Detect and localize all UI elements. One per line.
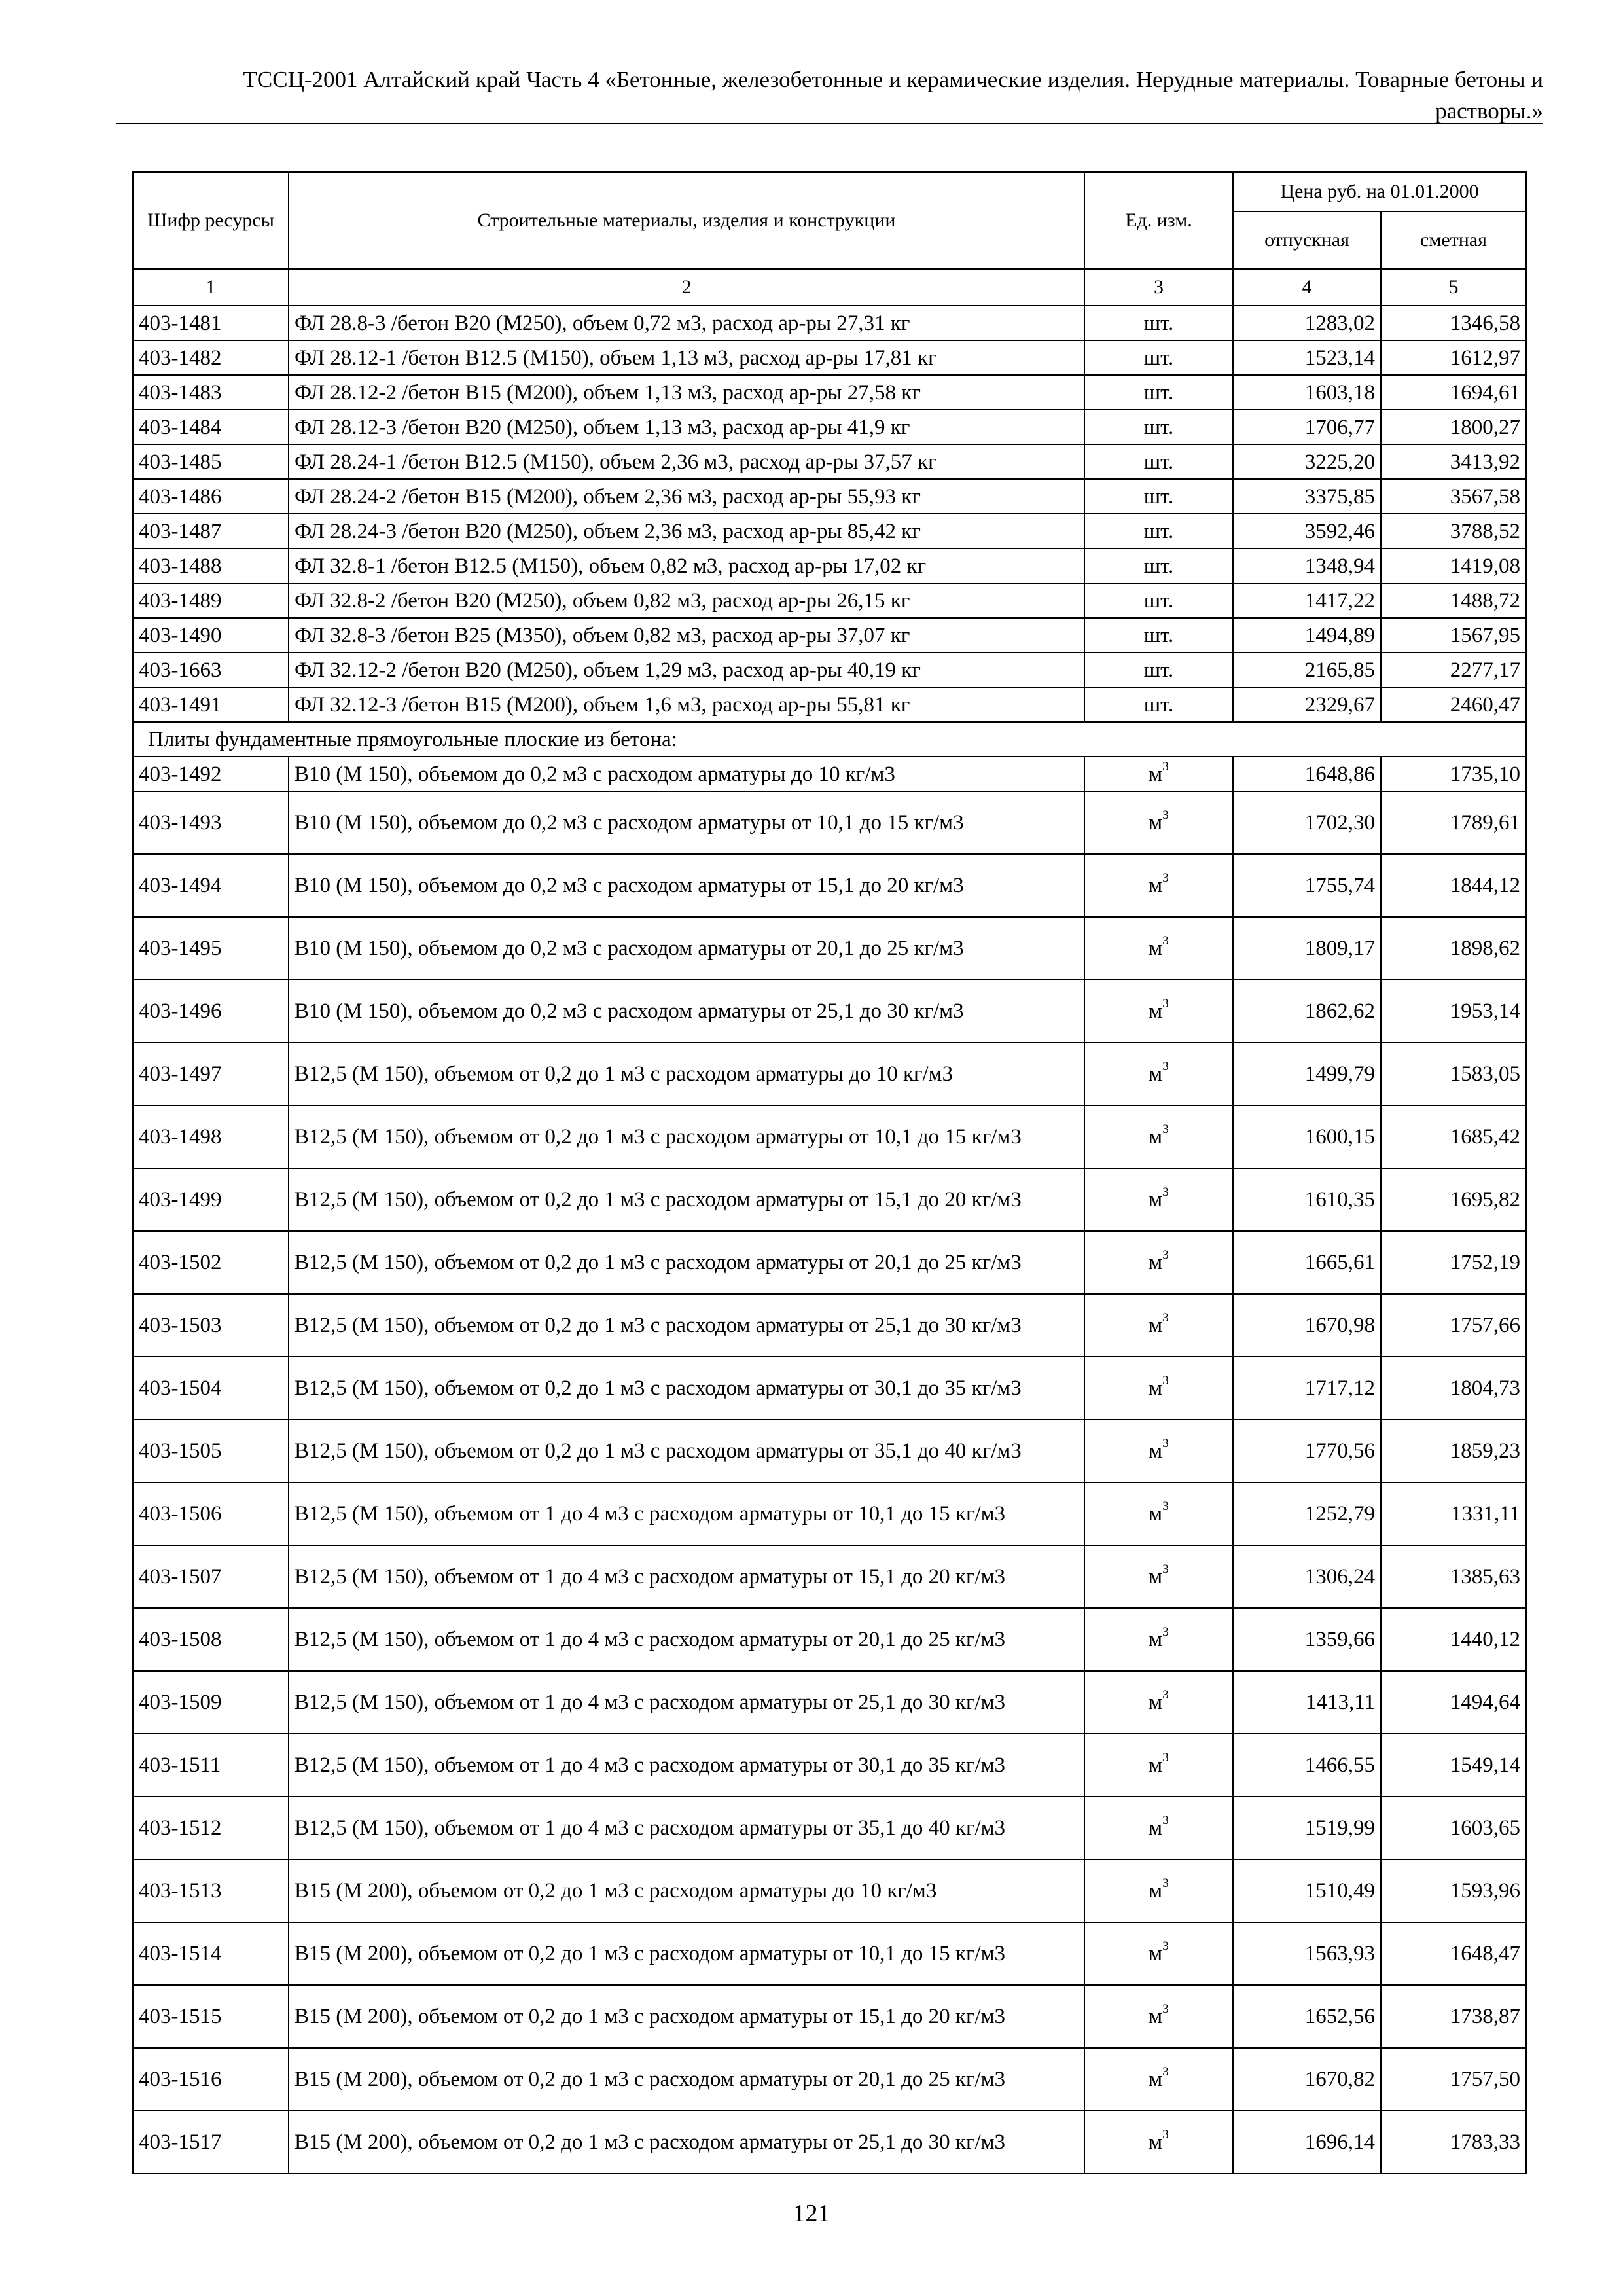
price-release: 1252,79 [1233, 1482, 1381, 1545]
material-name: В12,5 (М 150), объемом от 1 до 4 м3 с расходом арматуры от 25,1 до 30 кг/м3 [289, 1671, 1084, 1734]
price-release: 1523,14 [1233, 340, 1381, 375]
resource-code: 403-1506 [133, 1482, 289, 1545]
table-row [133, 1608, 1526, 1671]
table-row [133, 618, 1526, 653]
material-name: В10 (М 150), объемом до 0,2 м3 с расходом арматуры от 10,1 до 15 кг/м3 [289, 791, 1084, 854]
resource-code: 403-1504 [133, 1357, 289, 1420]
unit-cell: шт. [1084, 548, 1233, 583]
price-estimate: 1757,50 [1381, 2048, 1526, 2111]
price-estimate: 1549,14 [1381, 1734, 1526, 1797]
unit-cell: шт. [1084, 479, 1233, 514]
material-name: В12,5 (М 150), объемом от 0,2 до 1 м3 с расходом арматуры от 30,1 до 35 кг/м3 [289, 1357, 1084, 1420]
price-estimate: 2277,17 [1381, 653, 1526, 687]
unit-cell: $м^3$ [1084, 980, 1233, 1043]
price-estimate: 1648,47 [1381, 1922, 1526, 1985]
unit-cell: $м^3$ [1084, 1294, 1233, 1357]
price-estimate: 1488,72 [1381, 583, 1526, 618]
material-name: В10 (М 150), объемом до 0,2 м3 с расходом арматуры от 25,1 до 30 кг/м3 [289, 980, 1084, 1043]
resource-code: 403-1492 [133, 757, 289, 791]
price-estimate: 3788,52 [1381, 514, 1526, 548]
resource-code: 403-1512 [133, 1797, 289, 1859]
price-estimate: 3567,58 [1381, 479, 1526, 514]
table-row [133, 1482, 1526, 1545]
table-row [133, 1168, 1526, 1231]
table-row [133, 479, 1526, 514]
unit-cell: шт. [1084, 444, 1233, 479]
material-name: ФЛ 32.12-3 /бетон В15 (М200), объем 1,6 м3, расход ар-ры 55,81 кг [289, 687, 1084, 722]
table-row [133, 653, 1526, 687]
price-estimate: 1735,10 [1381, 757, 1526, 791]
price-estimate: 1694,61 [1381, 375, 1526, 410]
price-estimate: 1695,82 [1381, 1168, 1526, 1231]
page-header [116, 64, 1543, 127]
price-estimate: 1738,87 [1381, 1985, 1526, 2048]
material-name: ФЛ 28.12-2 /бетон В15 (М200), объем 1,13 м3, расход ар-ры 27,58 кг [289, 375, 1084, 410]
table-row [133, 1357, 1526, 1420]
price-release: 1706,77 [1233, 410, 1381, 444]
resource-code: 403-1489 [133, 583, 289, 618]
table-row [133, 687, 1526, 722]
resource-code: 403-1509 [133, 1671, 289, 1734]
material-name: ФЛ 32.8-2 /бетон В20 (М250), объем 0,82 м3, расход ар-ры 26,15 кг [289, 583, 1084, 618]
price-release: 1417,22 [1233, 583, 1381, 618]
unit-cell: $м^3$ [1084, 1545, 1233, 1608]
material-name: ФЛ 32.12-2 /бетон В20 (М250), объем 1,29 м3, расход ар-ры 40,19 кг [289, 653, 1084, 687]
table-row [133, 757, 1526, 791]
price-release: 1862,62 [1233, 980, 1381, 1043]
table-head [133, 172, 1526, 306]
price-release: 1413,11 [1233, 1671, 1381, 1734]
resource-code: 403-1503 [133, 1294, 289, 1357]
unit-cell: $м^3$ [1084, 854, 1233, 917]
material-name: ФЛ 28.24-2 /бетон В15 (М200), объем 2,36 м3, расход ар-ры 55,93 кг [289, 479, 1084, 514]
price-release: 1717,12 [1233, 1357, 1381, 1420]
table-row [133, 1231, 1526, 1294]
table-body [133, 306, 1526, 2174]
material-name: В12,5 (М 150), объемом от 0,2 до 1 м3 с расходом арматуры от 15,1 до 20 кг/м3 [289, 1168, 1084, 1231]
material-name: ФЛ 28.24-3 /бетон В20 (М250), объем 2,36 м3, расход ар-ры 85,42 кг [289, 514, 1084, 548]
unit-cell: $м^3$ [1084, 1105, 1233, 1168]
price-release: 1809,17 [1233, 917, 1381, 980]
table-row [133, 1922, 1526, 1985]
unit-cell: шт. [1084, 618, 1233, 653]
material-name: ФЛ 28.12-1 /бетон В12.5 (М150), объем 1,13 м3, расход ар-ры 17,81 кг [289, 340, 1084, 375]
page-number: 121 [793, 2200, 830, 2227]
price-release: 1494,89 [1233, 618, 1381, 653]
price-estimate: 1752,19 [1381, 1231, 1526, 1294]
price-estimate: 1593,96 [1381, 1859, 1526, 1922]
price-release: 3225,20 [1233, 444, 1381, 479]
col-header-estimate: сметная [1381, 211, 1526, 269]
unit-cell: шт. [1084, 687, 1233, 722]
resource-code: 403-1487 [133, 514, 289, 548]
resource-code: 403-1507 [133, 1545, 289, 1608]
price-estimate: 1346,58 [1381, 306, 1526, 340]
material-name: ФЛ 32.8-1 /бетон В12.5 (М150), объем 0,82 м3, расход ар-ры 17,02 кг [289, 548, 1084, 583]
price-estimate: 1898,62 [1381, 917, 1526, 980]
table-row [133, 1420, 1526, 1482]
material-name: В12,5 (М 150), объемом от 0,2 до 1 м3 с расходом арматуры до 10 кг/м3 [289, 1043, 1084, 1105]
price-estimate: 1859,23 [1381, 1420, 1526, 1482]
col-header-code: Шифр ресурсы [133, 172, 289, 269]
price-release: 3592,46 [1233, 514, 1381, 548]
unit-cell: $м^3$ [1084, 1231, 1233, 1294]
table-row [133, 791, 1526, 854]
material-name: В12,5 (М 150), объемом от 1 до 4 м3 с расходом арматуры от 15,1 до 20 кг/м3 [289, 1545, 1084, 1608]
column-number: 2 [289, 269, 1084, 306]
material-name: В10 (М 150), объемом до 0,2 м3 с расходом арматуры от 20,1 до 25 кг/м3 [289, 917, 1084, 980]
col-header-unit: Ед. изм. [1084, 172, 1233, 269]
price-estimate: 1331,11 [1381, 1482, 1526, 1545]
price-release: 2329,67 [1233, 687, 1381, 722]
price-release: 1670,98 [1233, 1294, 1381, 1357]
col-header-price: Цена руб. на 01.01.2000 [1233, 172, 1526, 211]
price-release: 1610,35 [1233, 1168, 1381, 1231]
resource-code: 403-1663 [133, 653, 289, 687]
material-name: В10 (М 150), объемом до 0,2 м3 с расходом арматуры до 10 кг/м3 [289, 757, 1084, 791]
table-row [133, 1105, 1526, 1168]
price-estimate: 1783,33 [1381, 2111, 1526, 2174]
price-release: 1466,55 [1233, 1734, 1381, 1797]
header-rule [116, 123, 1543, 124]
resource-code: 403-1483 [133, 375, 289, 410]
resource-code: 403-1508 [133, 1608, 289, 1671]
material-name: В12,5 (М 150), объемом от 0,2 до 1 м3 с расходом арматуры от 10,1 до 15 кг/м3 [289, 1105, 1084, 1168]
table-row [133, 2048, 1526, 2111]
price-estimate: 1804,73 [1381, 1357, 1526, 1420]
price-estimate: 1494,64 [1381, 1671, 1526, 1734]
unit-cell: $м^3$ [1084, 2048, 1233, 2111]
table-row [133, 583, 1526, 618]
material-name: В15 (М 200), объемом от 0,2 до 1 м3 с расходом арматуры от 10,1 до 15 кг/м3 [289, 1922, 1084, 1985]
table-row [133, 1859, 1526, 1922]
resource-code: 403-1515 [133, 1985, 289, 2048]
material-name: ФЛ 28.24-1 /бетон В12.5 (М150), объем 2,36 м3, расход ар-ры 37,57 кг [289, 444, 1084, 479]
unit-cell: $м^3$ [1084, 2111, 1233, 2174]
resource-code: 403-1498 [133, 1105, 289, 1168]
resource-code: 403-1496 [133, 980, 289, 1043]
unit-cell: $м^3$ [1084, 1168, 1233, 1231]
price-estimate: 1757,66 [1381, 1294, 1526, 1357]
table-row [133, 1671, 1526, 1734]
unit-cell: $м^3$ [1084, 917, 1233, 980]
table-row [133, 854, 1526, 917]
price-release: 3375,85 [1233, 479, 1381, 514]
price-estimate: 1844,12 [1381, 854, 1526, 917]
resource-code: 403-1505 [133, 1420, 289, 1482]
table-row [133, 1734, 1526, 1797]
unit-cell: $м^3$ [1084, 1608, 1233, 1671]
material-name: В15 (М 200), объемом от 0,2 до 1 м3 с расходом арматуры от 15,1 до 20 кг/м3 [289, 1985, 1084, 2048]
section-row [133, 722, 1526, 757]
material-name: В12,5 (М 150), объемом от 0,2 до 1 м3 с расходом арматуры от 35,1 до 40 кг/м3 [289, 1420, 1084, 1482]
material-name: В12,5 (М 150), объемом от 1 до 4 м3 с расходом арматуры от 30,1 до 35 кг/м3 [289, 1734, 1084, 1797]
unit-cell: $м^3$ [1084, 1357, 1233, 1420]
resource-code: 403-1485 [133, 444, 289, 479]
price-estimate: 1685,42 [1381, 1105, 1526, 1168]
resource-code: 403-1511 [133, 1734, 289, 1797]
resource-code: 403-1481 [133, 306, 289, 340]
resource-code: 403-1497 [133, 1043, 289, 1105]
resource-code: 403-1494 [133, 854, 289, 917]
unit-cell: $м^3$ [1084, 1671, 1233, 1734]
column-number: 4 [1233, 269, 1381, 306]
column-number: 5 [1381, 269, 1526, 306]
unit-cell: $м^3$ [1084, 791, 1233, 854]
unit-cell: $м^3$ [1084, 757, 1233, 791]
price-release: 1348,94 [1233, 548, 1381, 583]
material-name: В12,5 (М 150), объемом от 0,2 до 1 м3 с расходом арматуры от 20,1 до 25 кг/м3 [289, 1231, 1084, 1294]
price-table [132, 171, 1527, 2174]
unit-cell: шт. [1084, 340, 1233, 375]
unit-cell: $м^3$ [1084, 1420, 1233, 1482]
price-release: 1755,74 [1233, 854, 1381, 917]
unit-cell: $м^3$ [1084, 1043, 1233, 1105]
unit-cell: шт. [1084, 410, 1233, 444]
price-release: 1665,61 [1233, 1231, 1381, 1294]
material-name: ФЛ 32.8-3 /бетон В25 (М350), объем 0,82 м3, расход ар-ры 37,07 кг [289, 618, 1084, 653]
material-name: В12,5 (М 150), объемом от 1 до 4 м3 с расходом арматуры от 35,1 до 40 кг/м3 [289, 1797, 1084, 1859]
price-estimate: 1603,65 [1381, 1797, 1526, 1859]
price-release: 1648,86 [1233, 757, 1381, 791]
unit-cell: $м^3$ [1084, 1922, 1233, 1985]
price-estimate: 1440,12 [1381, 1608, 1526, 1671]
column-number: 1 [133, 269, 289, 306]
resource-code: 403-1484 [133, 410, 289, 444]
resource-code: 403-1493 [133, 791, 289, 854]
unit-cell: шт. [1084, 514, 1233, 548]
resource-code: 403-1517 [133, 2111, 289, 2174]
table-row [133, 980, 1526, 1043]
table-row [133, 410, 1526, 444]
price-estimate: 1419,08 [1381, 548, 1526, 583]
price-release: 1670,82 [1233, 2048, 1381, 2111]
price-release: 1603,18 [1233, 375, 1381, 410]
table-row [133, 1545, 1526, 1608]
table-row [133, 306, 1526, 340]
col-header-release: отпускная [1233, 211, 1381, 269]
price-release: 1499,79 [1233, 1043, 1381, 1105]
resource-code: 403-1491 [133, 687, 289, 722]
material-name: ФЛ 28.12-3 /бетон В20 (М250), объем 1,13 м3, расход ар-ры 41,9 кг [289, 410, 1084, 444]
resource-code: 403-1516 [133, 2048, 289, 2111]
column-number: 3 [1084, 269, 1233, 306]
unit-cell: $м^3$ [1084, 1859, 1233, 1922]
resource-code: 403-1495 [133, 917, 289, 980]
table-row [133, 1294, 1526, 1357]
price-estimate: 2460,47 [1381, 687, 1526, 722]
resource-code: 403-1486 [133, 479, 289, 514]
resource-code: 403-1499 [133, 1168, 289, 1231]
unit-cell: $м^3$ [1084, 1985, 1233, 2048]
price-estimate: 1789,61 [1381, 791, 1526, 854]
section-title: Плиты фундаментные прямоугольные плоские из бетона: [133, 722, 1526, 757]
material-name: В15 (М 200), объемом от 0,2 до 1 м3 с расходом арматуры до 10 кг/м3 [289, 1859, 1084, 1922]
table-row [133, 1043, 1526, 1105]
material-name: В15 (М 200), объемом от 0,2 до 1 м3 с расходом арматуры от 25,1 до 30 кг/м3 [289, 2111, 1084, 2174]
price-release: 1306,24 [1233, 1545, 1381, 1608]
resource-code: 403-1513 [133, 1859, 289, 1922]
table-row [133, 2111, 1526, 2174]
header-line-2: растворы.» [1435, 98, 1543, 124]
resource-code: 403-1502 [133, 1231, 289, 1294]
price-estimate: 1567,95 [1381, 618, 1526, 653]
resource-code: 403-1482 [133, 340, 289, 375]
price-release: 1652,56 [1233, 1985, 1381, 2048]
table-row [133, 548, 1526, 583]
material-name: В12,5 (М 150), объемом от 0,2 до 1 м3 с расходом арматуры от 25,1 до 30 кг/м3 [289, 1294, 1084, 1357]
column-number-row [133, 269, 1526, 306]
table-row [133, 340, 1526, 375]
table-row [133, 444, 1526, 479]
material-name: В15 (М 200), объемом от 0,2 до 1 м3 с расходом арматуры от 20,1 до 25 кг/м3 [289, 2048, 1084, 2111]
unit-cell: $м^3$ [1084, 1482, 1233, 1545]
table-row [133, 1797, 1526, 1859]
material-name: В10 (М 150), объемом до 0,2 м3 с расходом арматуры от 15,1 до 20 кг/м3 [289, 854, 1084, 917]
unit-cell: шт. [1084, 653, 1233, 687]
material-name: В12,5 (М 150), объемом от 1 до 4 м3 с расходом арматуры от 20,1 до 25 кг/м3 [289, 1608, 1084, 1671]
price-release: 1770,56 [1233, 1420, 1381, 1482]
col-header-name: Строительные материалы, изделия и конструкции [289, 172, 1084, 269]
resource-code: 403-1514 [133, 1922, 289, 1985]
price-estimate: 1953,14 [1381, 980, 1526, 1043]
price-estimate: 1612,97 [1381, 340, 1526, 375]
price-release: 1600,15 [1233, 1105, 1381, 1168]
price-release: 2165,85 [1233, 653, 1381, 687]
header-line-1: ТССЦ-2001 Алтайский край Часть 4 «Бетонные, железобетонные и керамические изделия. Нерудные материалы. Товарные бетоны и [243, 67, 1543, 92]
header-row-1 [133, 172, 1526, 211]
table-row [133, 375, 1526, 410]
price-release: 1510,49 [1233, 1859, 1381, 1922]
price-release: 1563,93 [1233, 1922, 1381, 1985]
unit-cell: шт. [1084, 375, 1233, 410]
material-name: В12,5 (М 150), объемом от 1 до 4 м3 с расходом арматуры от 10,1 до 15 кг/м3 [289, 1482, 1084, 1545]
price-estimate: 1583,05 [1381, 1043, 1526, 1105]
price-estimate: 3413,92 [1381, 444, 1526, 479]
unit-cell: шт. [1084, 583, 1233, 618]
table-row [133, 514, 1526, 548]
price-release: 1359,66 [1233, 1608, 1381, 1671]
material-name: ФЛ 28.8-3 /бетон В20 (М250), объем 0,72 м3, расход ар-ры 27,31 кг [289, 306, 1084, 340]
price-release: 1696,14 [1233, 2111, 1381, 2174]
unit-cell: $м^3$ [1084, 1797, 1233, 1859]
price-estimate: 1800,27 [1381, 410, 1526, 444]
price-estimate: 1385,63 [1381, 1545, 1526, 1608]
resource-code: 403-1488 [133, 548, 289, 583]
table-row [133, 1985, 1526, 2048]
price-release: 1283,02 [1233, 306, 1381, 340]
unit-cell: шт. [1084, 306, 1233, 340]
unit-cell: $м^3$ [1084, 1734, 1233, 1797]
price-release: 1519,99 [1233, 1797, 1381, 1859]
price-release: 1702,30 [1233, 791, 1381, 854]
table-row [133, 917, 1526, 980]
resource-code: 403-1490 [133, 618, 289, 653]
